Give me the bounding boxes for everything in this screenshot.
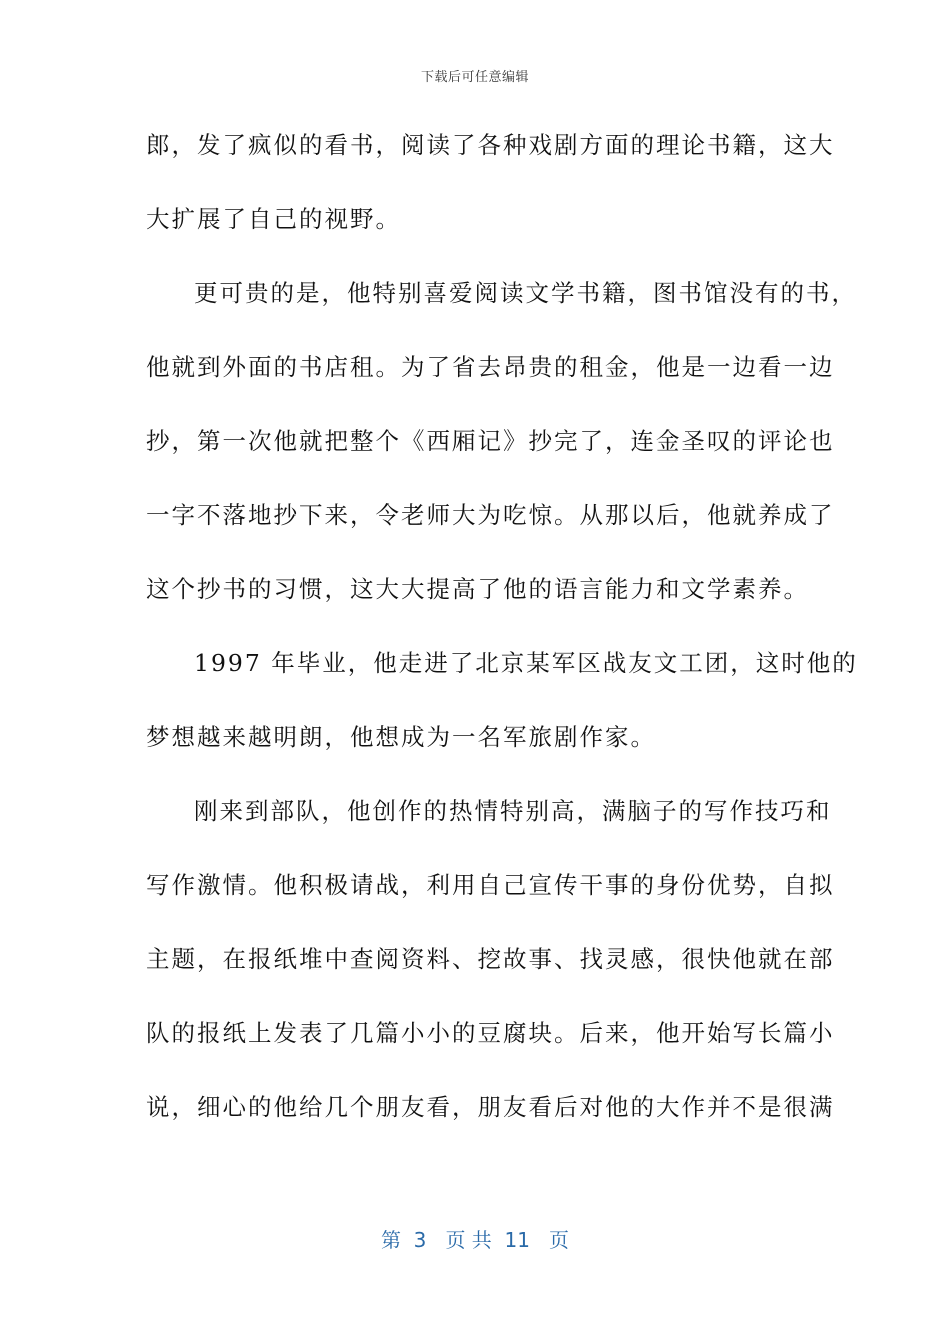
text-line: 抄，第一次他就把整个《西厢记》抄完了，连金圣叹的评论也: [146, 427, 835, 455]
text-line: 一字不落地抄下来，令老师大为吃惊。从那以后，他就养成了: [146, 501, 835, 529]
text-line: 说，细心的他给几个朋友看，朋友看后对他的大作并不是很满: [146, 1093, 835, 1121]
paragraph-start-line: 刚来到部队，他创作的热情特别高，满脑子的写作技巧和: [194, 797, 832, 825]
page-number-footer: 第 3 页 共 11 页: [380, 1228, 570, 1252]
text-line: 郎，发了疯似的看书，阅读了各种戏剧方面的理论书籍，这大: [146, 131, 835, 159]
paragraph-start-line: 更可贵的是，他特别喜爱阅读文学书籍，图书馆没有的书，: [194, 279, 857, 307]
text-line: 这个抄书的习惯，这大大提高了他的语言能力和文学素养。: [146, 575, 809, 603]
paragraph-start-line: 1997 年毕业，他走进了北京某军区战友文工团，这时他的: [194, 649, 858, 677]
text-line: 大扩展了自己的视野。: [146, 205, 401, 233]
text-line: 他就到外面的书店租。为了省去昂贵的租金，他是一边看一边: [146, 353, 835, 381]
header-note: 下载后可任意编辑: [420, 70, 529, 85]
text-line: 主题，在报纸堆中查阅资料、挖故事、找灵感，很快他就在部: [146, 945, 835, 973]
text-line: 写作激情。他积极请战，利用自己宣传干事的身份优势，自拟: [146, 871, 835, 899]
text-line: 梦想越来越明朗，他想成为一名军旅剧作家。: [146, 723, 656, 751]
text-line: 队的报纸上发表了几篇小小的豆腐块。后来，他开始写长篇小: [146, 1019, 835, 1047]
document-body: [146, 118, 858, 1154]
